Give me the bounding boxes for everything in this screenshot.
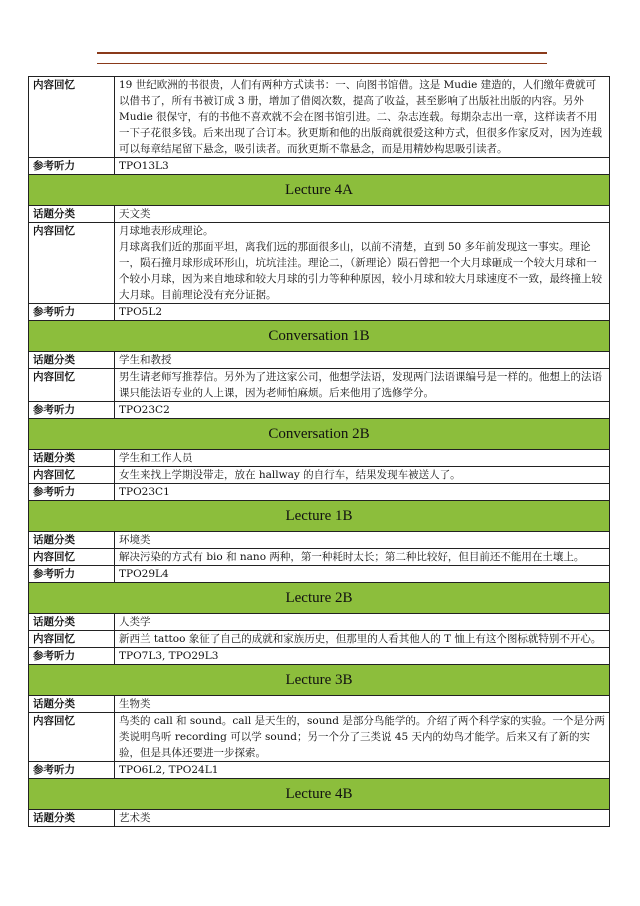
section-title: Lecture 1B	[29, 501, 610, 532]
section-title: Conversation 1B	[29, 321, 610, 352]
reference-text: TPO23C1	[115, 484, 610, 501]
content-label: 内容回忆	[29, 223, 115, 304]
category-text: 人类学	[115, 614, 610, 631]
section-header	[29, 665, 610, 696]
reference-label: 参考听力	[29, 762, 115, 779]
content-text: 解决污染的方式有 bio 和 nano 两种，第一种耗时太长；第二种比较好，但目前还不能用在土壤上。	[115, 549, 610, 566]
category-text: 生物类	[115, 696, 610, 713]
content-label: 内容回忆	[29, 713, 115, 762]
reference-label: 参考听力	[29, 566, 115, 583]
header-rule-thick	[97, 52, 547, 54]
section-header	[29, 583, 610, 614]
content-text: 19 世纪欧洲的书很贵，人们有两种方式读书：一、向图书馆借。这是 Mudie 建造的，人们缴年费就可以借书了，所有书被订成 3 册，增加了借阅次数，提高了收益，甚至影响了出版社出版的内容。另外 Mudie 很保守，有的书他不喜欢就不会在图书馆引进。二、杂志连载。每期杂志出一章，这样读者不用一下子花很多钱。后来出现了合订本。狄更斯和他的出版商就很爱这种方式，但很多作家反对，因为连载可以每章结尾留下悬念，吸引读者。而狄更斯不靠悬念，而是用精妙构思吸引读者。	[115, 77, 610, 158]
content-row	[29, 77, 610, 158]
content-text: 鸟类的 call 和 sound。call 是天生的，sound 是部分鸟能学的。介绍了两个科学家的实验。一个是分两类说明鸟听 recording 可以学 sound；另一个分了三类说 45 天内的幼鸟才能学。后来又有了新的实验，但是具体还要进一步探索。	[115, 713, 610, 762]
section-header	[29, 419, 610, 450]
content-row	[29, 467, 610, 484]
content-row	[29, 713, 610, 762]
category-label: 话题分类	[29, 614, 115, 631]
section-header	[29, 501, 610, 532]
reference-text: TPO29L4	[115, 566, 610, 583]
content-text: 月球地表形成理论。 月球离我们近的那面平坦，离我们远的那面很多山，以前不清楚，直到 50 多年前发现这一事实。理论一，陨石撞月球形成环形山，坑坑洼洼。理论二，（新理论）陨石曾把一个大月球砸成一个较大月球和一个较小月球，因为来自地球和较大月球的引力等种种原因，较小月球和较大月球速度不一致，最终撞上较大月球。目前理论没有充分证据。	[115, 223, 610, 304]
content-row	[29, 631, 610, 648]
category-row	[29, 696, 610, 713]
content-label: 内容回忆	[29, 77, 115, 158]
reference-row	[29, 402, 610, 419]
category-text: 学生和工作人员	[115, 450, 610, 467]
category-row	[29, 614, 610, 631]
content-text: 男生请老师写推荐信。另外为了进这家公司，他想学法语，发现两门法语课编号是一样的。他想上的法语课只能法语专业的人上课，因为老师怕麻烦。后来他用了选修学分。	[115, 369, 610, 402]
section-title: Lecture 4B	[29, 779, 610, 810]
category-text: 学生和教授	[115, 352, 610, 369]
reference-text: TPO6L2, TPO24L1	[115, 762, 610, 779]
category-text: 环境类	[115, 532, 610, 549]
reference-row	[29, 762, 610, 779]
reference-text: TPO5L2	[115, 304, 610, 321]
reference-text: TPO13L3	[115, 158, 610, 175]
category-text: 天文类	[115, 206, 610, 223]
category-row	[29, 532, 610, 549]
header-rule-thin	[97, 63, 547, 64]
content-text: 新西兰 tattoo 象征了自己的成就和家族历史，但那里的人看其他人的 T 恤上有这个图标就特别不开心。	[115, 631, 610, 648]
category-label: 话题分类	[29, 810, 115, 827]
reference-row	[29, 304, 610, 321]
reference-text: TPO7L3, TPO29L3	[115, 648, 610, 665]
reference-label: 参考听力	[29, 402, 115, 419]
content-row	[29, 223, 610, 304]
reference-row	[29, 648, 610, 665]
reference-label: 参考听力	[29, 484, 115, 501]
content-text: 女生来找上学期没带走，放在 hallway 的自行车，结果发现车被送人了。	[115, 467, 610, 484]
reference-row	[29, 158, 610, 175]
reference-label: 参考听力	[29, 648, 115, 665]
section-title: Lecture 2B	[29, 583, 610, 614]
section-header	[29, 175, 610, 206]
section-header	[29, 321, 610, 352]
content-label: 内容回忆	[29, 467, 115, 484]
reference-label: 参考听力	[29, 304, 115, 321]
category-label: 话题分类	[29, 532, 115, 549]
section-header	[29, 779, 610, 810]
content-label: 内容回忆	[29, 549, 115, 566]
category-label: 话题分类	[29, 206, 115, 223]
reference-row	[29, 484, 610, 501]
content-row	[29, 369, 610, 402]
content-label: 内容回忆	[29, 631, 115, 648]
section-title: Lecture 3B	[29, 665, 610, 696]
category-label: 话题分类	[29, 352, 115, 369]
category-row	[29, 450, 610, 467]
category-row	[29, 352, 610, 369]
content-label: 内容回忆	[29, 369, 115, 402]
content-row	[29, 549, 610, 566]
reference-row	[29, 566, 610, 583]
notes-table	[28, 76, 610, 827]
category-label: 话题分类	[29, 696, 115, 713]
reference-text: TPO23C2	[115, 402, 610, 419]
section-title: Conversation 2B	[29, 419, 610, 450]
category-row	[29, 810, 610, 827]
reference-label: 参考听力	[29, 158, 115, 175]
category-row	[29, 206, 610, 223]
category-text: 艺术类	[115, 810, 610, 827]
category-label: 话题分类	[29, 450, 115, 467]
section-title: Lecture 4A	[29, 175, 610, 206]
